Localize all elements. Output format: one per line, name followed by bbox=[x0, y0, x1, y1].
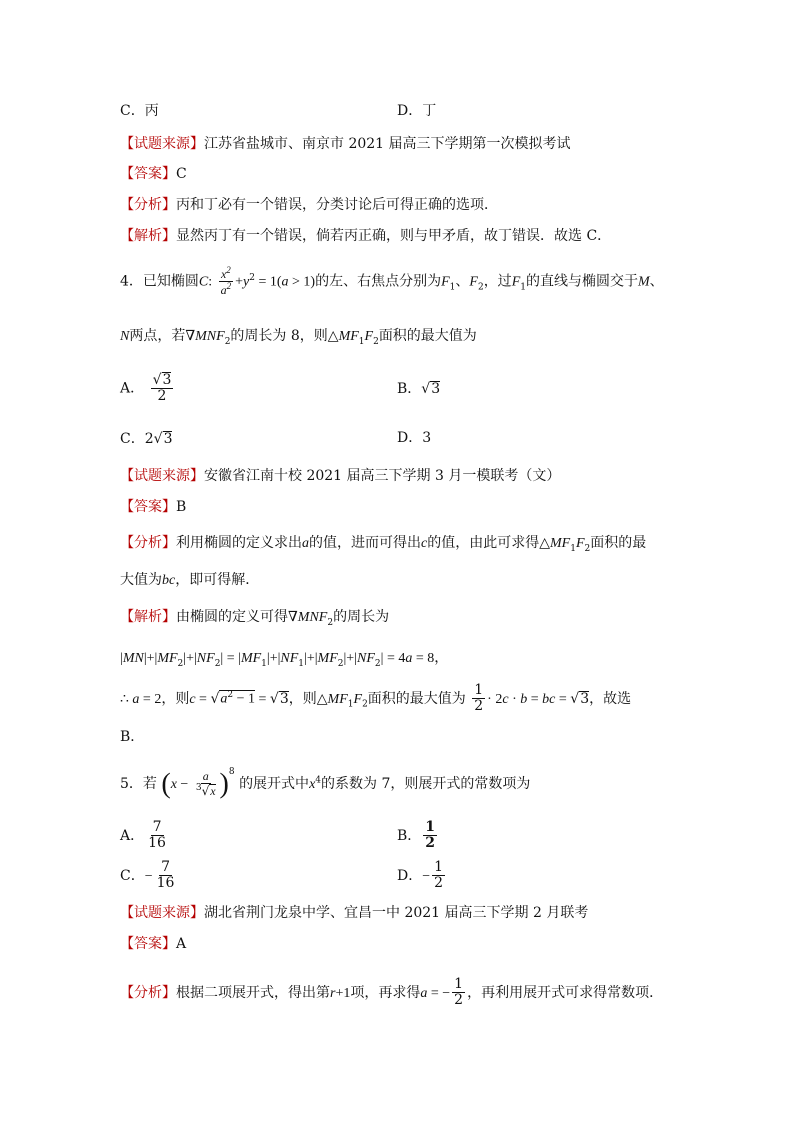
q5-source: 【试题来源】湖北省荆门龙泉中学、宜昌一中 2021 届高三下学期 2 月联考 bbox=[120, 905, 589, 921]
q3-analysis: 【分析】丙和丁必有一个错误，分类讨论后可得正确的选项． bbox=[120, 197, 498, 213]
q5-option-d: D．− $\frac{1}{2}$ bbox=[397, 859, 444, 892]
q4-stem-line1: 4．已知椭圆C: $\frac{x^2}{a^2}$ $+y^2 = 1(a > 1)$的左、右焦点分别为$F_1$、$F_2$，过$F_1$的直线与椭圆交于M、 bbox=[120, 265, 664, 298]
q4-solution-line3: ∴ a = 2，则$c = √a^2 - 1 = √3$，则$\triangle MF_1F_2$面积的最大值为 $\frac{1}{2}$ · 2c · b = bc = √3，故选 bbox=[120, 682, 632, 715]
q4-option-d: D．3 bbox=[397, 430, 432, 446]
q3-solution: 【解析】显然丙丁有一个错误，倘若丙正确，则与甲矛盾，故丁错误．故选 C． bbox=[120, 228, 612, 244]
q4-solution-line4: B． bbox=[120, 729, 145, 745]
q4-analysis-line1: 【分析】利用椭圆的定义求出a的值，进而可得出c的值，由此可求得$\triangle MF_1F_2$面积的最 bbox=[120, 535, 647, 554]
q4-option-c: C．2√3 bbox=[120, 431, 173, 447]
q5-answer: 【答案】A bbox=[120, 936, 187, 952]
q5-stem: 5．若 (x − $\frac{a}{^3√x}$ )$^8$ 的展开式中$x^4$的系数为 7，则展开式的常数项为 bbox=[120, 767, 531, 800]
q3-answer: 【答案】C bbox=[120, 166, 187, 182]
q4-answer: 【答案】B bbox=[120, 499, 187, 515]
q5-option-a: A． $\frac{7}{16}$ bbox=[120, 819, 166, 852]
q5-option-b: B． $\frac{1}{2}$ bbox=[397, 819, 436, 852]
q4-solution-line1: 【解析】由椭圆的定义可得$\nabla MNF_2$的周长为 bbox=[120, 609, 390, 628]
q5-option-c: C．− $\frac{7}{16}$ bbox=[120, 859, 175, 892]
q4-solution-line2: $|MN|+|MF_2|+|NF_2| = |MF_1|+|NF_1|+|MF_2|+|NF_2| = 4a = 8$， bbox=[120, 650, 449, 669]
q3-option-d: D．丁 bbox=[397, 103, 437, 119]
q4-stem-line2: N两点，若$\nabla MNF_2$的周长为 8，则$\triangle MF_1F_2$面积的最大值为 bbox=[120, 328, 477, 347]
q4-analysis-line2: 大值为bc，即可得解． bbox=[120, 572, 260, 588]
q3-source: 【试题来源】江苏省盐城市、南京市 2021 届高三下学期第一次模拟考试 bbox=[120, 136, 571, 152]
q5-analysis: 【分析】根据二项展开式，得出第r+1项，再求得a = − $\frac{1}{2}$ ，再利用展开式可求得常数项． bbox=[120, 976, 664, 1009]
q3-option-c: C．丙 bbox=[120, 103, 159, 119]
q4-option-a: A． $\frac{√3}{2}$ bbox=[120, 372, 172, 405]
q4-source: 【试题来源】安徽省江南十校 2021 届高三下学期 3 月一模联考（文） bbox=[120, 468, 561, 484]
q4-option-b: B．√3 bbox=[397, 381, 441, 397]
